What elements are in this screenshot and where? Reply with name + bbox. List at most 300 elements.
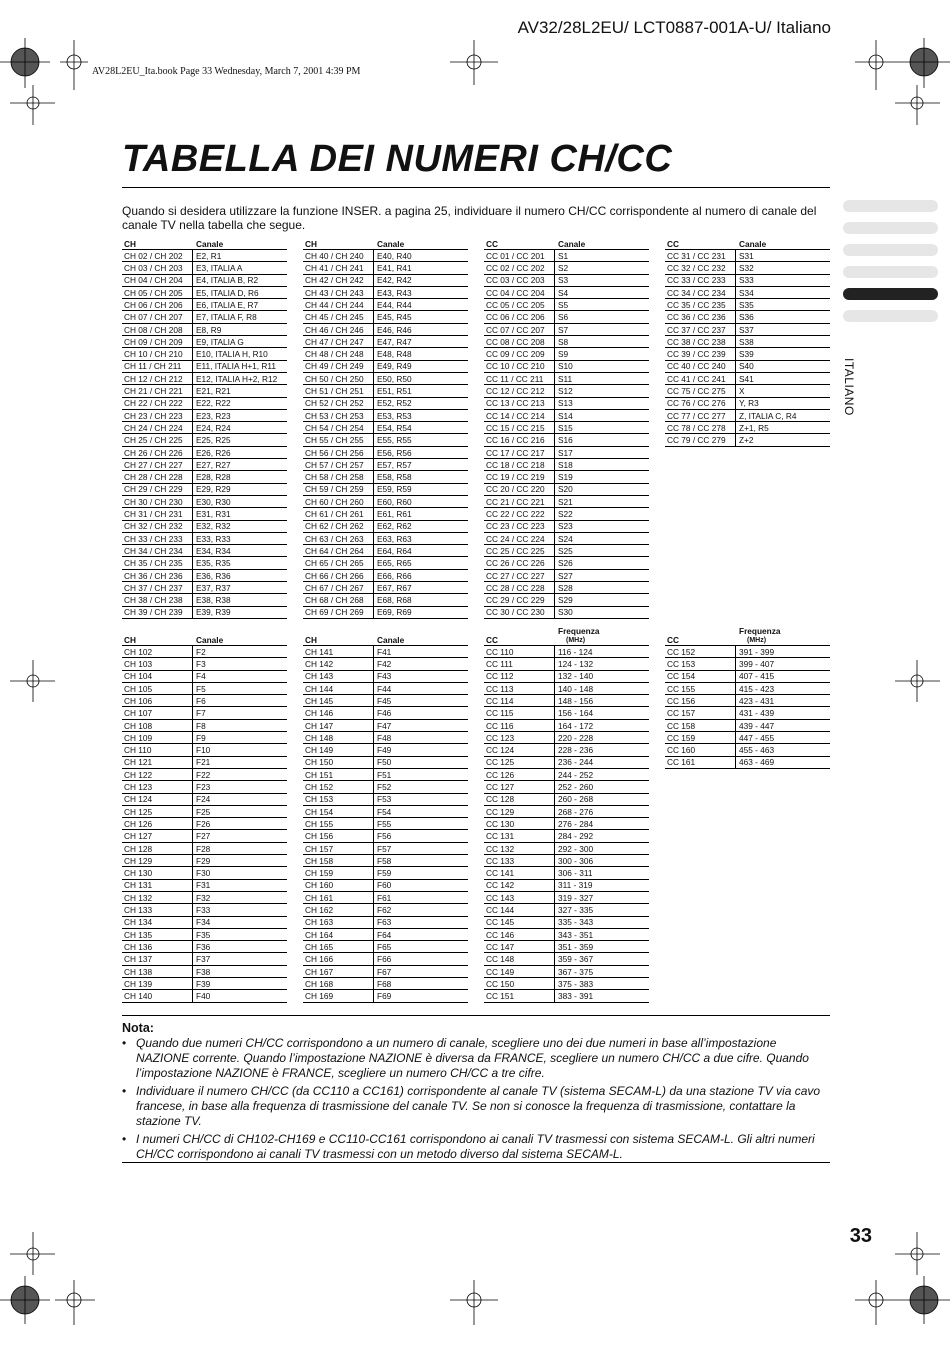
table-cell: CC 33 / CC 233 [665,275,736,286]
table-cell: CC 147 [484,941,555,952]
table-row [665,373,830,385]
table-cell: 455 - 463 [739,745,775,756]
table-row [484,769,649,781]
table-row [303,830,468,842]
table-row [484,324,649,336]
table-row [484,398,649,410]
table-row [484,855,649,867]
table-cell: S31 [739,250,754,261]
table-cell: E35, R35 [196,558,231,569]
table-cell: CC 40 / CC 240 [665,361,736,372]
bullet: • [122,1132,127,1146]
table-cell: CH 57 / CH 257 [303,459,374,470]
table-cell: E68, R68 [377,595,412,606]
table-cell: CH 157 [303,843,374,854]
table-cell: 359 - 367 [558,954,594,965]
table-cell: E6, ITALIA E, R7 [196,299,259,310]
table-cell: CC 116 [484,720,555,731]
table-cell: F7 [196,708,206,719]
table-row [303,533,468,545]
table-cell: CC 19 / CC 219 [484,471,555,482]
table-cell: CC 11 / CC 211 [484,373,555,384]
table-cell: CH 08 / CH 208 [122,324,193,335]
table-cell: CC 35 / CC 235 [665,299,736,310]
table-cell: 399 - 407 [739,659,775,670]
table-cell: 383 - 391 [558,991,594,1002]
table-cell: CH 160 [303,880,374,891]
table-row [303,447,468,459]
table-cell: E36, R36 [196,570,231,581]
table-cell: CH 121 [122,757,193,768]
column-header: Canale [196,634,224,645]
table-cell: S30 [558,607,573,618]
table-cell: CC 24 / CC 224 [484,533,555,544]
table-cell: F33 [196,905,211,916]
table-cell: CC 26 / CC 226 [484,557,555,568]
table-cell: F3 [196,659,206,670]
table-cell: CH 138 [122,966,193,977]
table-cell: CH 68 / CH 268 [303,594,374,605]
table-row [484,867,649,879]
table-row [665,646,830,658]
table-cell: CH 143 [303,671,374,682]
table-cell: S12 [558,386,573,397]
table-cell: E12, ITALIA H+2, R12 [196,373,278,384]
table-row [484,646,649,658]
table-row [122,843,287,855]
table-cell: 124 - 132 [558,659,594,670]
table-cell: CH 168 [303,978,374,989]
table-cell: CH 104 [122,671,193,682]
table-row [665,262,830,274]
nota-item-text: Quando due numeri CH/CC corrispondono a un numero di canale, scegliere uno dei due numeri in base all’impostazione NAZIONE corrente. Quando l’impostazione NAZIONE è diversa da FRANCE, scegliere un numero CH/CC a due cifre. Quando l’impostazione NAZIONE è FRANCE, scegliere un numero CH/CC a tre cifre. [136,1036,809,1080]
section-tab-active [843,288,938,300]
table-cell: CH 136 [122,941,193,952]
table-row [122,607,287,619]
table-row [122,459,287,471]
table-row [665,671,830,683]
table-cell: F65 [377,941,392,952]
table-cell: CH 67 / CH 267 [303,582,374,593]
table-header [122,238,287,250]
table-cell: E66, R66 [377,570,412,581]
table-row [665,398,830,410]
table-cell: 431 - 439 [739,708,775,719]
table-cell: F60 [377,880,392,891]
table-cell: CH 151 [303,769,374,780]
table-cell: CH 103 [122,658,193,669]
table-row [484,744,649,756]
table-cell: 244 - 252 [558,769,594,780]
table-row [303,953,468,965]
table-cell: F51 [377,769,392,780]
table-row [122,299,287,311]
table-row [484,671,649,683]
table-row [122,806,287,818]
table-row [484,607,649,619]
table-cell: CH 123 [122,781,193,792]
table-cell: CH 110 [122,744,193,755]
table-cell: CH 32 / CH 232 [122,521,193,532]
table-row [303,757,468,769]
table-cell: E26, R26 [196,447,231,458]
table-cell: E53, R53 [377,410,412,421]
table-cell: E33, R33 [196,533,231,544]
table-cell: CH 155 [303,818,374,829]
channel-table [122,627,287,1003]
table-row [303,658,468,670]
table-cell: 423 - 431 [739,695,775,706]
table-cell: CC 114 [484,695,555,706]
table-row [665,275,830,287]
table-row [303,707,468,719]
table-row [122,533,287,545]
table-row [122,720,287,732]
table-cell: S26 [558,558,573,569]
table-cell: E56, R56 [377,447,412,458]
table-cell: CC 15 / CC 215 [484,422,555,433]
table-cell: E37, R37 [196,582,231,593]
table-cell: CC 126 [484,769,555,780]
page-number: 33 [849,1225,872,1247]
table-cell: CC 153 [665,658,736,669]
table-row [122,732,287,744]
table-cell: CH 43 / CH 243 [303,287,374,298]
section-tab [843,244,938,256]
table-cell: CH 125 [122,806,193,817]
document-id: AV32/28L2EU/ LCT0887-001A-U/ Italiano [517,18,831,37]
table-cell: 260 - 268 [558,794,594,805]
table-row [122,683,287,695]
table-cell: CC 30 / CC 230 [484,607,555,618]
table-cell: CC 01 / CC 201 [484,250,555,261]
table-row [303,484,468,496]
table-cell: Z+2 [739,435,754,446]
table-cell: F64 [377,929,392,940]
table-cell: 335 - 343 [558,917,594,928]
table-cell: CH 07 / CH 207 [122,311,193,322]
table-row [484,695,649,707]
table-cell: F42 [377,659,392,670]
table-cell: 268 - 276 [558,806,594,817]
table-cell: CC 159 [665,732,736,743]
table-cell: F55 [377,818,392,829]
table-cell: S40 [739,361,754,372]
table-cell: S25 [558,545,573,556]
table-row [303,434,468,446]
table-cell: CC 123 [484,732,555,743]
table-cell: CH 30 / CH 230 [122,496,193,507]
table-cell: CH 109 [122,732,193,743]
table-cell: CH 60 / CH 260 [303,496,374,507]
nota-list [122,1036,832,1165]
table-row [122,646,287,658]
table-cell: CC 151 [484,990,555,1001]
table-cell: S38 [739,336,754,347]
table-cell: S33 [739,275,754,286]
table-row [303,646,468,658]
table-row [122,744,287,756]
table-cell: E23, R23 [196,410,231,421]
table-cell: CC 37 / CC 237 [665,324,736,335]
table-cell: 292 - 300 [558,843,594,854]
column-header: CC [486,634,498,645]
table-row [303,892,468,904]
table-cell: CH 38 / CH 238 [122,594,193,605]
table-row [303,471,468,483]
table-cell: CH 31 / CH 231 [122,508,193,519]
table-cell: S18 [558,459,573,470]
language-side-label: ITALIANO [842,358,856,416]
table-row [122,707,287,719]
table-row [122,867,287,879]
table-cell: CH 56 / CH 256 [303,447,374,458]
table-row [122,794,287,806]
table-cell: F49 [377,745,392,756]
table-cell: E67, R67 [377,582,412,593]
table-row [303,545,468,557]
table-cell: 343 - 351 [558,929,594,940]
table-cell: CC 125 [484,757,555,768]
table-cell: CH 26 / CH 226 [122,447,193,458]
table-cell: S29 [558,595,573,606]
table-cell: S28 [558,582,573,593]
table-cell: CH 27 / CH 227 [122,459,193,470]
table-cell: E61, R61 [377,509,412,520]
table-cell: S16 [558,435,573,446]
table-row [484,570,649,582]
table-cell: CC 13 / CC 213 [484,398,555,409]
column-header [736,627,830,645]
table-row [122,695,287,707]
table-cell: CH 137 [122,953,193,964]
table-cell: 311 - 319 [558,880,593,891]
table-cell: CH 06 / CH 206 [122,299,193,310]
table-row [484,422,649,434]
table-cell: 439 - 447 [739,720,775,731]
table-row [665,385,830,397]
table-cell: E45, R45 [377,312,412,323]
table-cell: CH 108 [122,720,193,731]
table-cell: CC 38 / CC 238 [665,336,736,347]
table-row [665,299,830,311]
frequency-label: Frequenza [739,625,781,636]
table-row [303,966,468,978]
table-cell: CC 06 / CC 206 [484,311,555,322]
bullet: • [122,1036,127,1050]
table-cell: CC 141 [484,867,555,878]
column-header: Canale [196,238,224,249]
table-row [122,658,287,670]
table-cell: E7, ITALIA F, R8 [196,312,257,323]
table-cell: CC 21 / CC 221 [484,496,555,507]
table-cell: CH 126 [122,818,193,829]
table-cell: E47, R47 [377,336,412,347]
table-row [484,892,649,904]
table-row [122,769,287,781]
table-cell: S5 [558,299,569,310]
table-cell: 447 - 455 [739,732,775,743]
table-row [122,484,287,496]
section-tab [843,200,938,212]
table-row [484,459,649,471]
table-row [303,361,468,373]
table-cell: F45 [377,695,392,706]
table-row [122,447,287,459]
table-cell: CC 79 / CC 279 [665,434,736,445]
table-cell: CC 41 / CC 241 [665,373,736,384]
table-cell: CC 31 / CC 231 [665,250,736,261]
table-row [303,781,468,793]
table-row [484,818,649,830]
table-cell: CH 11 / CH 211 [122,361,193,372]
table-cell: S19 [558,472,573,483]
table-row [484,275,649,287]
table-cell: F46 [377,708,392,719]
table-cell: E62, R62 [377,521,412,532]
column-header: CH [124,238,136,249]
nota-title: Nota: [122,1021,154,1035]
table-cell: CC 28 / CC 228 [484,582,555,593]
table-row [484,917,649,929]
table-row [122,250,287,262]
table-cell: CC 129 [484,806,555,817]
section-tab [843,266,938,278]
table-row [303,311,468,323]
table-cell: E65, R65 [377,558,412,569]
table-cell: CH 130 [122,867,193,878]
table-row [303,929,468,941]
table-cell: F4 [196,671,206,682]
table-row [303,990,468,1002]
table-cell: CC 149 [484,966,555,977]
table-cell: S41 [739,373,754,384]
table-cell: S39 [739,349,754,360]
table-cell: S8 [558,336,569,347]
table-cell: CC 22 / CC 222 [484,508,555,519]
table-cell: CH 44 / CH 244 [303,299,374,310]
table-cell: E38, R38 [196,595,231,606]
table-row [484,545,649,557]
table-row [484,658,649,670]
table-cell: S4 [558,287,569,298]
table-cell: E22, R22 [196,398,231,409]
table-cell: CH 61 / CH 261 [303,508,374,519]
table-row [122,434,287,446]
table-cell: CC 20 / CC 220 [484,484,555,495]
table-row [484,250,649,262]
table-row [303,941,468,953]
table-cell: S32 [739,263,754,274]
table-row [484,781,649,793]
column-header: Canale [558,238,586,249]
table-row [122,990,287,1002]
table-row [122,262,287,274]
table-row [484,683,649,695]
table-cell: F28 [196,843,211,854]
table-cell: E32, R32 [196,521,231,532]
table-cell: F9 [196,732,206,743]
table-cell: CC 127 [484,781,555,792]
table-cell: S24 [558,533,573,544]
table-cell: E48, R48 [377,349,412,360]
table-row [122,496,287,508]
table-cell: CC 131 [484,830,555,841]
table-cell: CH 40 / CH 240 [303,250,374,261]
table-row [665,250,830,262]
table-cell: CH 106 [122,695,193,706]
table-cell: CH 140 [122,990,193,1001]
table-cell: E24, R24 [196,422,231,433]
table-row [484,990,649,1002]
table-row [665,434,830,446]
table-cell: F34 [196,917,211,928]
table-row [303,978,468,990]
table-row [665,732,830,744]
table-row [122,373,287,385]
table-cell: CC 25 / CC 225 [484,545,555,556]
table-cell: 164 - 172 [558,720,594,731]
table-row [122,545,287,557]
table-row [484,594,649,606]
table-row [484,707,649,719]
table-cell: F21 [196,757,211,768]
table-cell: E49, R49 [377,361,412,372]
table-cell: F57 [377,843,392,854]
table-cell: E21, R21 [196,386,231,397]
table-cell: E9, ITALIA G [196,336,244,347]
table-cell: CH 159 [303,867,374,878]
table-cell: 327 - 335 [558,905,594,916]
section-tab [843,310,938,322]
table-row [484,508,649,520]
table-cell: CH 132 [122,892,193,903]
table-cell: F30 [196,868,211,879]
table-row [303,336,468,348]
frequency-label: Frequenza [558,625,600,636]
table-row [303,806,468,818]
table-row [122,929,287,941]
table-row [484,484,649,496]
table-row [665,695,830,707]
table-cell: 252 - 260 [558,782,594,793]
table-cell: F2 [196,646,206,657]
table-cell: S2 [558,263,569,274]
table-cell: CH 148 [303,732,374,743]
table-row [484,904,649,916]
table-cell: CH 144 [303,683,374,694]
channel-table [303,238,468,619]
table-cell: F36 [196,941,211,952]
table-row [484,373,649,385]
table-cell: CC 29 / CC 229 [484,594,555,605]
table-row [303,744,468,756]
table-cell: CH 158 [303,855,374,866]
table-row [303,769,468,781]
table-cell: CH 147 [303,720,374,731]
column-header: CH [124,634,136,645]
table-cell: CC 128 [484,794,555,805]
table-cell: CH 05 / CH 205 [122,287,193,298]
table-cell: CH 122 [122,769,193,780]
table-cell: F35 [196,929,211,940]
table-cell: E64, R64 [377,545,412,556]
table-cell: S23 [558,521,573,532]
table-row [484,521,649,533]
table-row [665,757,830,769]
table-cell: CH 21 / CH 221 [122,385,193,396]
column-header: CC [486,238,498,249]
